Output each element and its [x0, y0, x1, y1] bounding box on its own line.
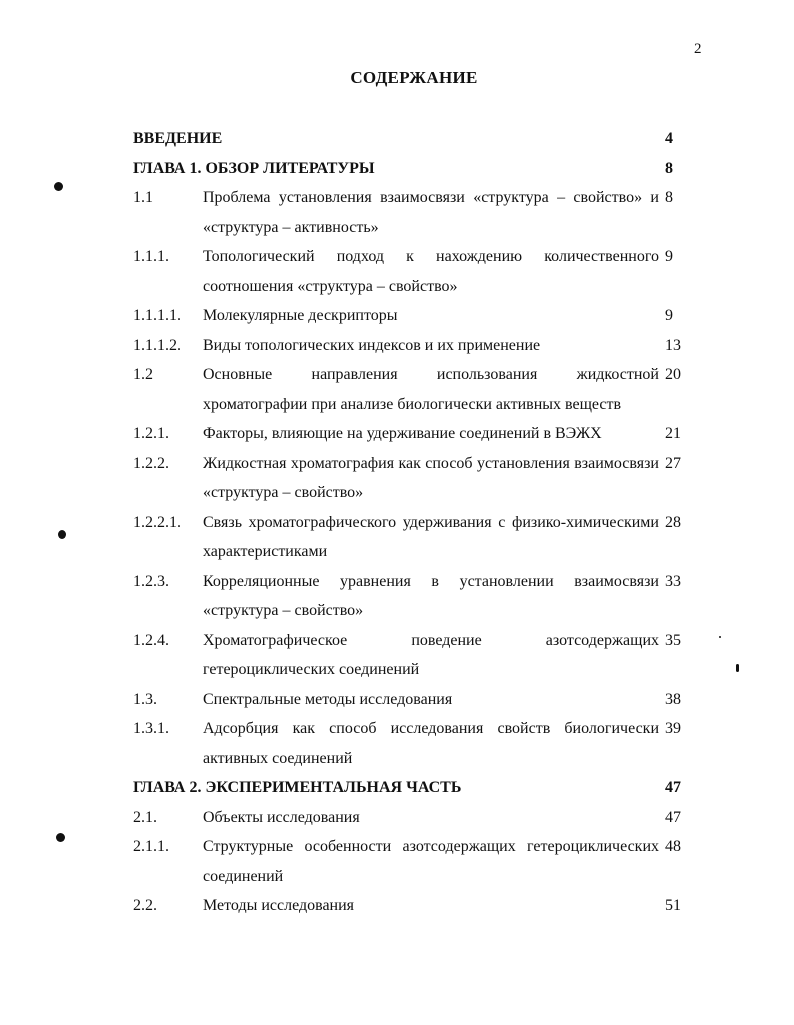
toc-entry-page: 4: [665, 130, 673, 147]
toc-entry-page: 33: [665, 572, 681, 590]
toc-entry-page: 8: [665, 189, 673, 206]
toc-entry-title: Основные направления использования жидкостной хроматографии при анализе биологически активных веществ: [203, 366, 659, 413]
scan-mark: [56, 833, 65, 842]
toc-chapter-row: [133, 124, 693, 154]
toc-chapter-row: [133, 773, 693, 803]
toc-chapter-row: [133, 154, 693, 184]
page-number: 2: [694, 41, 702, 57]
table-of-contents: [133, 124, 693, 921]
toc-entry-row: [133, 685, 693, 715]
toc-entry-number: 1.1.1.2.: [133, 336, 181, 354]
toc-entry-row: [133, 419, 693, 449]
toc-entry-title: Топологический подход к нахождению количественного соотношения «структура – свойство»: [203, 248, 659, 295]
toc-entry-row: [133, 449, 693, 508]
toc-entry-number: 1.2.1.: [133, 425, 169, 442]
toc-entry-title: Хроматографическое поведение азотсодержащих гетероциклических соединений: [203, 631, 659, 678]
toc-entry-number: 2.1.1.: [133, 838, 169, 855]
toc-entry-title: Корреляционные уравнения в установлении взаимосвязи «структура – свойство»: [203, 572, 659, 619]
toc-entry-title: Молекулярные дескрипторы: [203, 307, 398, 324]
toc-entry-title: ВВЕДЕНИЕ: [133, 130, 223, 147]
toc-entry-number: 1.1: [133, 189, 153, 206]
toc-entry-row: [133, 832, 693, 891]
toc-entry-page: 47: [665, 808, 681, 826]
toc-entry-title: Проблема установления взаимосвязи «структура – свойство» и «структура – активность»: [203, 189, 659, 236]
toc-entry-title: Адсорбция как способ исследования свойств биологически активных соединений: [203, 720, 659, 767]
toc-entry-number: 1.3.: [133, 690, 157, 708]
toc-entry-row: [133, 183, 693, 242]
toc-entry-number: 1.2.2.1.: [133, 513, 181, 531]
scan-mark: [58, 530, 66, 539]
toc-entry-row: [133, 242, 693, 301]
toc-entry-page: 21: [665, 425, 681, 442]
toc-entry-row: [133, 626, 693, 685]
toc-entry-title: Факторы, влияющие на удерживание соединений в ВЭЖХ: [203, 425, 602, 442]
toc-entry-title: Спектральные методы исследования: [203, 690, 453, 708]
toc-entry-number: 1.2.4.: [133, 631, 169, 649]
toc-entry-page: 27: [665, 454, 681, 472]
toc-entry-page: 38: [665, 690, 681, 708]
toc-entry-row: [133, 891, 693, 921]
toc-entry-row: [133, 360, 693, 419]
toc-entry-page: 9: [665, 248, 673, 265]
toc-entry-row: [133, 567, 693, 626]
toc-entry-row: [133, 331, 693, 361]
scan-mark: [54, 182, 63, 191]
toc-entry-number: 1.3.1.: [133, 720, 169, 737]
toc-entry-number: 2.2.: [133, 897, 157, 914]
toc-entry-number: 2.1.: [133, 808, 157, 826]
toc-entry-page: 28: [665, 513, 681, 531]
toc-entry-page: 47: [665, 779, 681, 796]
toc-entry-title: Структурные особенности азотсодержащих гетероциклических соединений: [203, 838, 659, 885]
toc-entry-number: 1.1.1.1.: [133, 307, 181, 324]
scan-mark: [736, 664, 739, 672]
toc-entry-row: [133, 714, 693, 773]
toc-entry-page: 39: [665, 720, 681, 737]
toc-entry-page: 20: [665, 366, 681, 383]
toc-entry-page: 35: [665, 631, 681, 649]
toc-entry-row: [133, 803, 693, 833]
toc-entry-row: [133, 301, 693, 331]
toc-entry-title: Связь хроматографического удерживания с физико-химическими характеристиками: [203, 513, 659, 560]
page-title: СОДЕРЖАНИЕ: [350, 68, 478, 87]
toc-entry-row: [133, 508, 693, 567]
toc-entry-title: Жидкостная хроматография как способ установления взаимосвязи «структура – свойство»: [203, 454, 659, 501]
toc-entry-title: Объекты исследования: [203, 808, 360, 826]
toc-entry-page: 8: [665, 159, 673, 177]
toc-entry-number: 1.2.3.: [133, 572, 169, 590]
toc-entry-title: ГЛАВА 1. ОБЗОР ЛИТЕРАТУРЫ: [133, 159, 375, 177]
toc-entry-title: Методы исследования: [203, 897, 355, 914]
toc-entry-number: 1.2.2.: [133, 454, 169, 472]
toc-entry-page: 9: [665, 307, 673, 324]
toc-entry-page: 13: [665, 336, 681, 354]
toc-entry-title: ГЛАВА 2. ЭКСПЕРИМЕНТАЛЬНАЯ ЧАСТЬ: [133, 779, 462, 796]
toc-entry-number: 1.2: [133, 366, 153, 383]
toc-entry-page: 51: [665, 897, 681, 914]
scan-mark: [719, 636, 721, 638]
toc-entry-page: 48: [665, 838, 681, 855]
toc-entry-number: 1.1.1.: [133, 248, 169, 265]
toc-entry-title: Виды топологических индексов и их применение: [203, 336, 541, 354]
